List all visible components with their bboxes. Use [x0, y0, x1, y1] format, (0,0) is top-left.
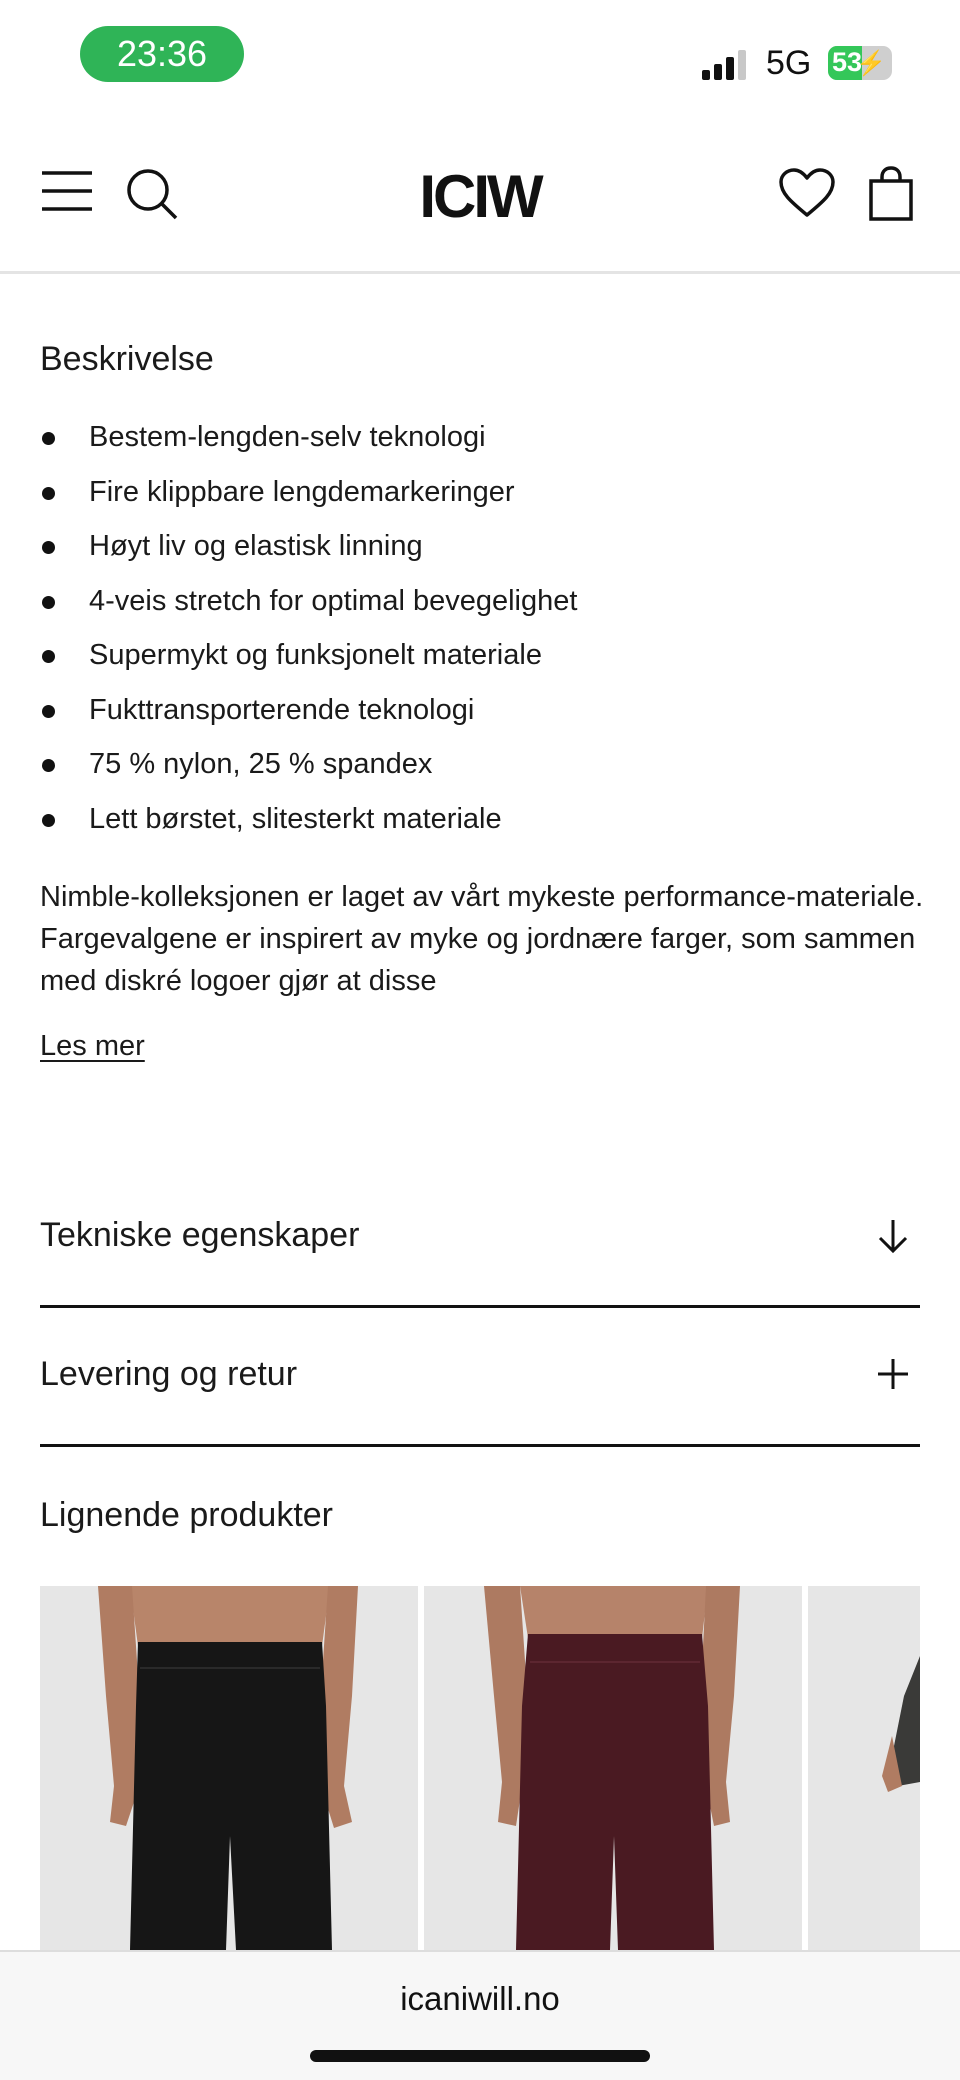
cart-button[interactable]	[866, 164, 916, 222]
feature-item: Fire klippbare lengdemarkeringer	[40, 465, 577, 520]
feature-item: Lett børstet, slitesterkt materiale	[40, 792, 577, 847]
shopping-bag-icon	[868, 165, 914, 221]
legging-shape	[130, 1642, 332, 1950]
feature-item: 75 % nylon, 25 % spandex	[40, 737, 577, 792]
status-bar	[0, 0, 960, 110]
description-paragraph: Nimble-kolleksjonen er laget av vårt mykeste performance-materiale. Fargevalgene er inspirert av myke og jordnære farger, som sammen med diskré logoer gjør at disse	[40, 881, 924, 997]
product-card[interactable]	[40, 1586, 418, 1950]
accordion-technical-properties[interactable]	[40, 1172, 920, 1308]
feature-item: Supermykt og funksjonelt materiale	[40, 628, 577, 683]
arrow-down-icon	[876, 1218, 910, 1254]
feature-list	[40, 410, 577, 846]
plus-icon	[876, 1357, 910, 1391]
browser-bottom-bar	[0, 1950, 960, 2080]
heart-icon	[778, 167, 836, 219]
similar-products-title: Lignende produkter	[40, 1496, 334, 1534]
product-image	[40, 1586, 418, 1950]
url-address[interactable]: icaniwill.no	[400, 1980, 560, 2017]
product-image	[808, 1586, 920, 1950]
similar-products-carousel[interactable]	[40, 1586, 920, 1950]
feature-item: Fukttransporterende teknologi	[40, 683, 577, 738]
site-header	[0, 110, 960, 274]
read-more-link[interactable]: Les mer	[40, 1030, 145, 1062]
description-title: Beskrivelse	[40, 340, 214, 378]
accordion-label: Levering og retur	[40, 1355, 298, 1393]
status-time: 23:36	[80, 26, 244, 82]
accordion-label: Tekniske egenskaper	[40, 1216, 360, 1254]
feature-item: 4-veis stretch for optimal bevegelighet	[40, 574, 577, 629]
charging-bolt-icon: ⚡	[856, 50, 886, 77]
product-card[interactable]	[808, 1586, 920, 1950]
home-indicator[interactable]	[310, 2050, 650, 2062]
accordion-delivery-returns[interactable]	[40, 1311, 920, 1447]
battery-percent: 53	[832, 47, 863, 77]
product-image	[424, 1586, 802, 1950]
wishlist-button[interactable]	[778, 166, 836, 220]
legging-shape	[516, 1634, 714, 1950]
feature-item: Bestem-lengden-selv teknologi	[40, 410, 577, 465]
feature-item: Høyt liv og elastisk linning	[40, 519, 577, 574]
brand-logo[interactable]: ICIW	[419, 163, 541, 230]
product-card[interactable]	[424, 1586, 802, 1950]
battery-icon	[828, 46, 892, 80]
signal-strength-icon	[702, 50, 750, 80]
network-type: 5G	[766, 44, 812, 82]
